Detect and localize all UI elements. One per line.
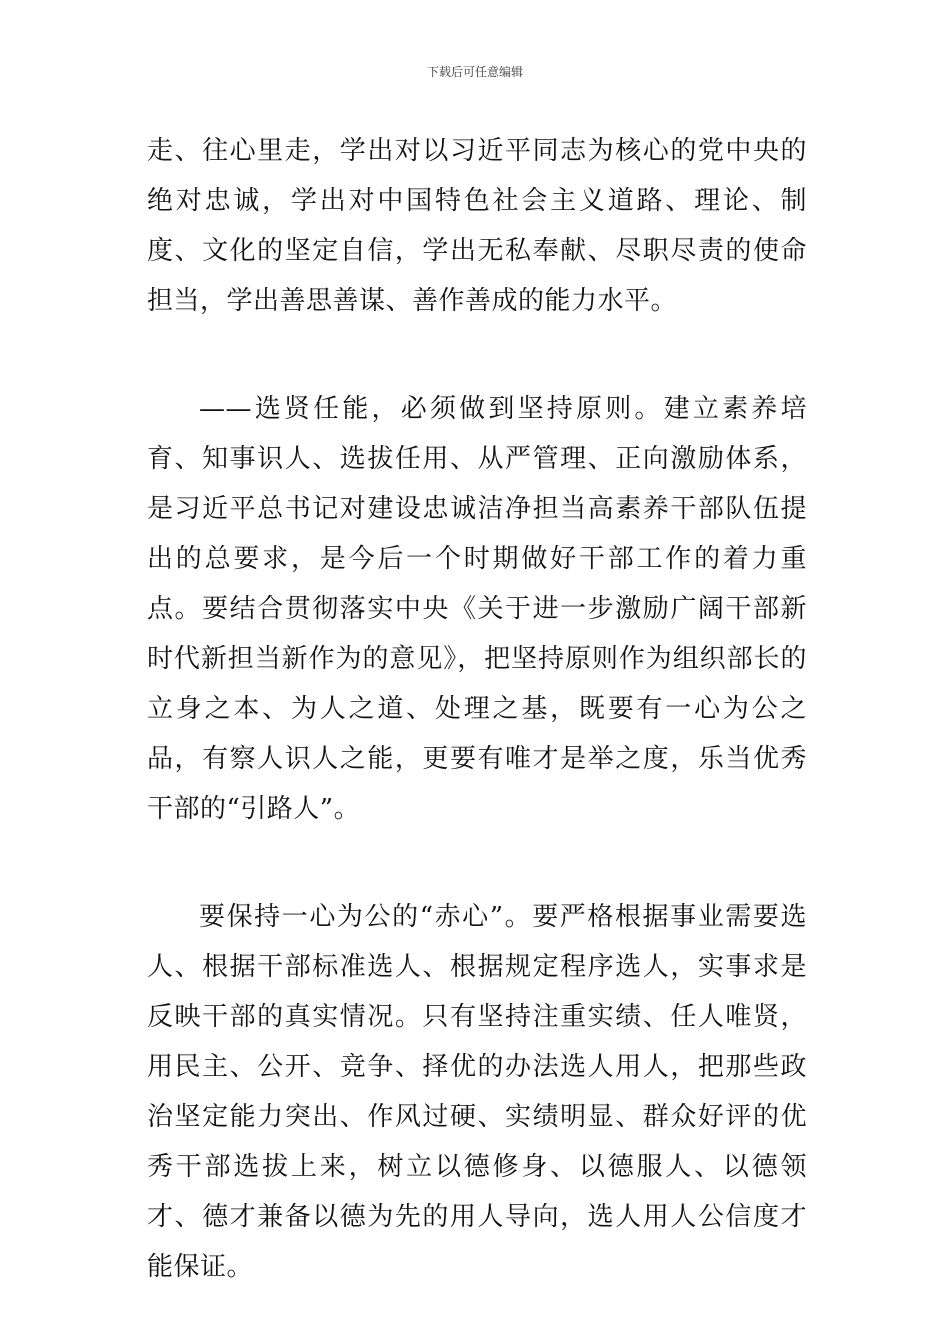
page-header: 下载后可任意编辑: [426, 65, 523, 79]
paragraph-2: ——选贤任能，必须做到坚持原则。建立素养培育、知事识人、选拔任用、从严管理、正向激励体系，是习近平总书记对建设忠诚洁净担当高素养干部队伍提出的总要求，是今后一个时期做好干部工作的着力重点。要结合贯彻落实中央《关于进一步激励广阔干部新时代新担当新作为的意见》，把坚持原则作为组织部长的立身之本、为人之道、处理之基，既要有一心为公之品，有察人识人之能，更要有唯才是举之度，乐当优秀干部的“引路人”。: [147, 394, 807, 824]
paragraph-1: 走、往心里走，学出对以习近平同志为核心的党中央的绝对忠诚，学出对中国特色社会主义道路、理论、制度、文化的坚定自信，学出无私奉献、尽职尽责的使命担当，学出善思善谋、善作善成的能力水平。: [147, 136, 807, 316]
paragraph-3: 要保持一心为公的“赤心”。要严格根据事业需要选人、根据干部标准选人、根据规定程序选人，实事求是反映干部的真实情况。只有坚持注重实绩、任人唯贤，用民主、公开、竞争、择优的办法选人用人，把那些政治坚定能力突出、作风过硬、实绩明显、群众好评的优秀干部选拔上来，树立以德修身、以德服人、以德领才、德才兼备以德为先的用人导向，选人用人公信度才能保证。: [147, 902, 807, 1282]
document-body: [147, 126, 807, 1292]
